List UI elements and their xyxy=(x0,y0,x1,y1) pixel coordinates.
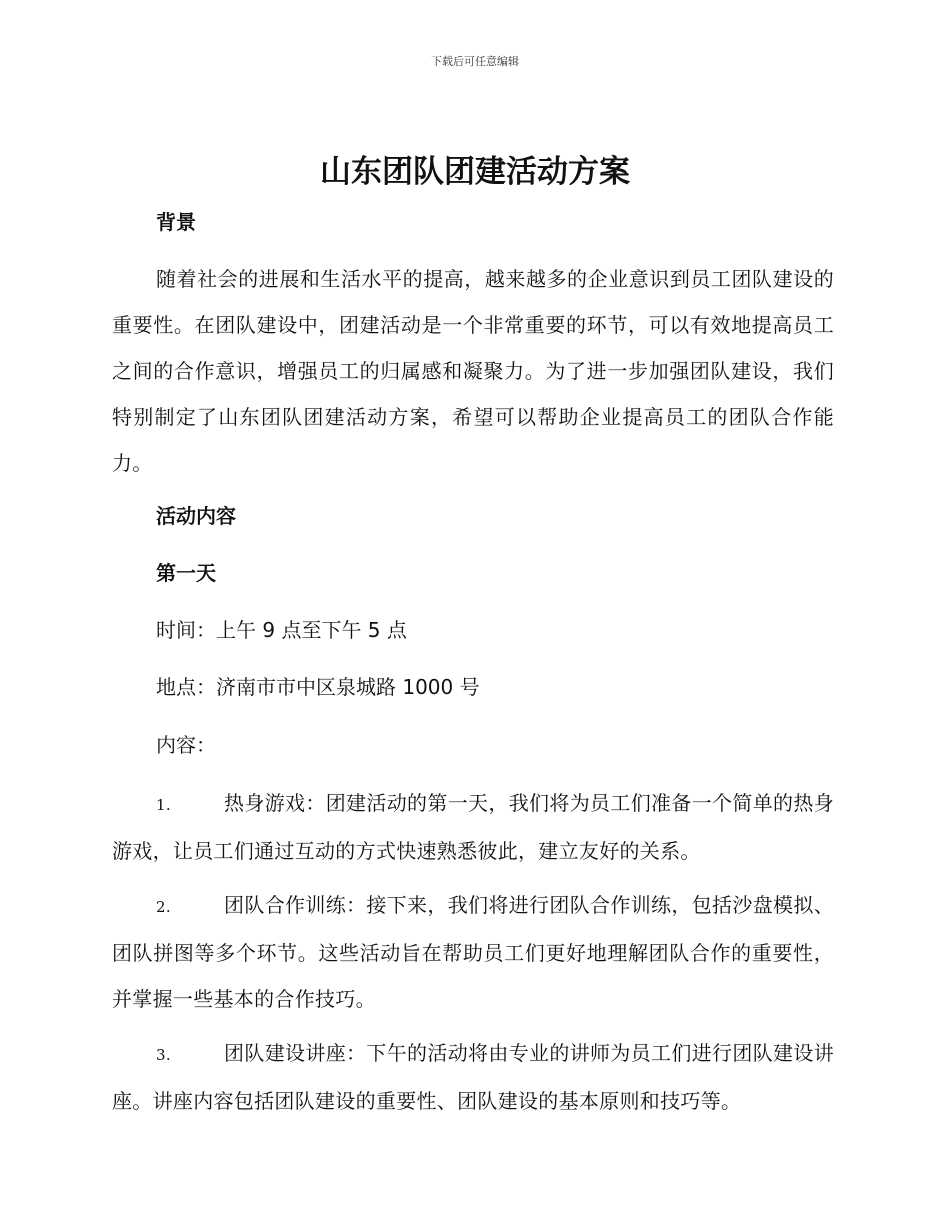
content-label: 内容： xyxy=(156,733,216,757)
background-paragraph: 随着社会的进展和生活水平的提高，越来越多的企业意识到员工团队建设的重要性。在团队建设中，团建活动是一个非常重要的环节，可以有效地提高员工之间的合作意识，增强员工的归属感和凝聚力。为了进一步加强团队建设，我们特别制定了山东团队团建活动方案，希望可以帮助企业提高员工的团队合作能力。 xyxy=(112,267,834,475)
list-item-text: 团队合作训练：接下来，我们将进行团队合作训练，包括沙盘模拟、团队拼图等多个环节。这些活动旨在帮助员工们更好地理解团队合作的重要性，并掌握一些基本的合作技巧。 xyxy=(112,893,834,1011)
list-item xyxy=(112,780,834,874)
list-item-number: 1. xyxy=(156,796,171,814)
time-line: 时间：上午 9 点至下午 5 点 xyxy=(156,618,407,642)
list-item-text: 团队建设讲座：下午的活动将由专业的讲师为员工们进行团队建设讲座。讲座内容包括团队建设的重要性、团队建设的基本原则和技巧等。 xyxy=(112,1041,834,1113)
page-header-note: 下载后可任意编辑 xyxy=(431,55,519,68)
list-item-text: 热身游戏：团建活动的第一天，我们将为员工们准备一个简单的热身游戏，让员工们通过互动的方式快速熟悉彼此，建立友好的关系。 xyxy=(112,791,834,863)
list-item-number: 3. xyxy=(156,1046,171,1064)
location-line: 地点：济南市市中区泉城路 1000 号 xyxy=(156,675,480,699)
list-item xyxy=(112,1030,834,1124)
day-one-heading: 第一天 xyxy=(156,561,216,585)
list-item xyxy=(112,882,834,1022)
background-heading: 背景 xyxy=(156,210,196,234)
activity-content-heading: 活动内容 xyxy=(156,504,236,528)
document-title: 山东团队团建活动方案 xyxy=(320,154,630,190)
list-item-number: 2. xyxy=(156,898,171,916)
